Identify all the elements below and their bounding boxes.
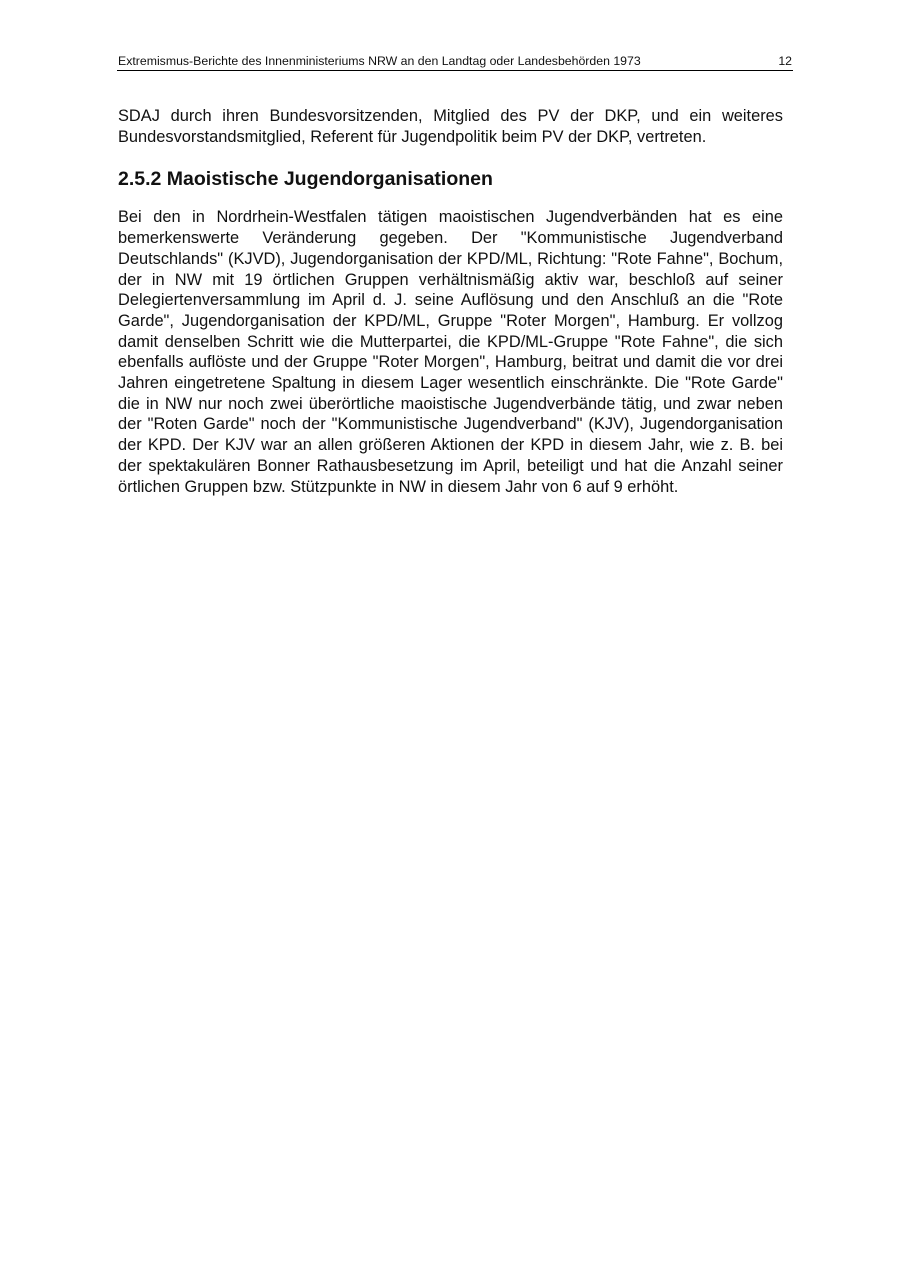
section-heading: 2.5.2 Maoistische Jugendorganisationen [118, 168, 493, 191]
running-header-title: Extremismus-Berichte des Innenministeriums NRW an den Landtag oder Landesbehörden 1973 [118, 54, 641, 68]
body-paragraph: Bei den in Nordrhein-Westfalen tätigen maoistischen Jugendverbänden hat es eine bemerkenswerte Veränderung gegeben. Der "Kommunistische Jugendverband Deutschlands" (KJVD), Jugendorganisation der KPD/ML, Richtung: "Rote Fahne", Bochum, der in NW mit 19 örtlichen Gruppen verhältnismäßig aktiv war, beschloß auf seiner Delegiertenversammlung im April d. J. seine Auflösung und den Anschluß an die "Rote Garde", Jugendorganisation der KPD/ML, Gruppe "Roter Morgen", Hamburg. Er vollzog damit denselben Schritt wie die Mutterpartei, die KPD/ML-Gruppe "Rote Fahne", die sich ebenfalls auflöste und der Gruppe "Roter Morgen", Hamburg, beitrat und damit die vor drei Jahren eingetretene Spaltung in diesem Lager wesentlich einschränkte. Die "Rote Garde" die in NW nur noch zwei überörtliche maoistische Jugendverbände tätig, und zwar neben der "Roten Garde" noch der "Kommunistische Jugendverband" (KJV), Jugendorganisation der KPD. Der KJV war an allen größeren Aktionen der KPD in diesem Jahr, wie z. B. bei der spektakulären Bonner Rathausbesetzung im April, beteiligt und hat die Anzahl seiner örtlichen Gruppen bzw. Stützpunkte in NW in diesem Jahr von 6 auf 9 erhöht. [118, 208, 783, 496]
page-header [117, 53, 793, 71]
page-content [118, 106, 783, 497]
intro-paragraph: SDAJ durch ihren Bundesvorsitzenden, Mitglied des PV der DKP, und ein weiteres Bundesvorstandsmitglied, Referent für Jugendpolitik beim PV der DKP, vertreten. [118, 107, 783, 146]
page-number: 12 [778, 54, 792, 68]
